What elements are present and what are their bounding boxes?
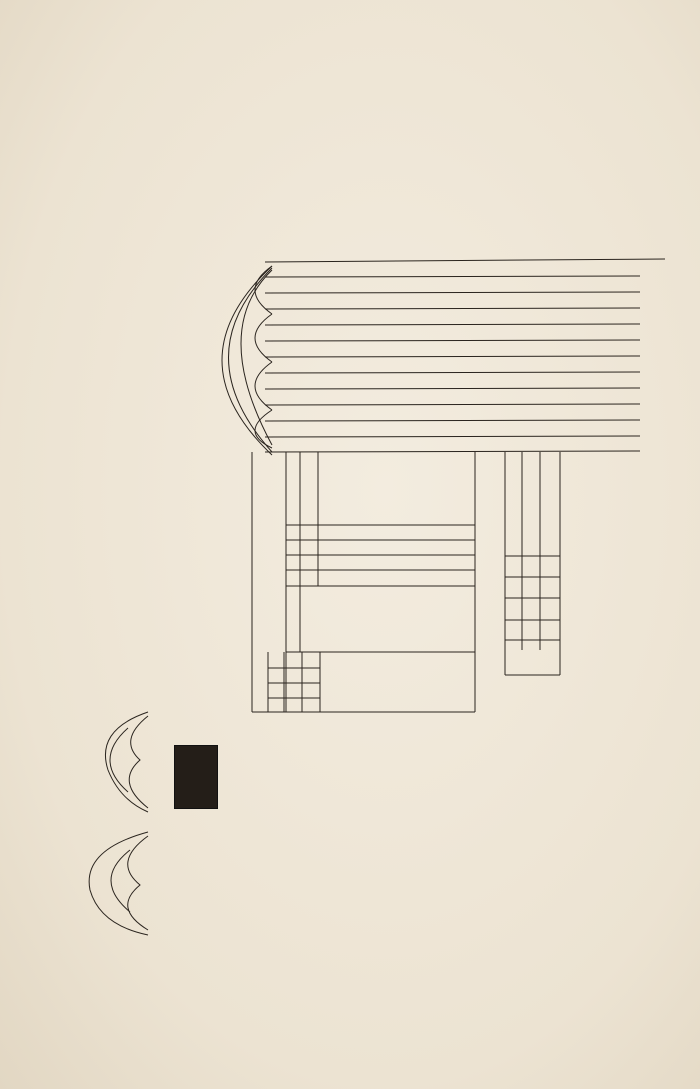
drop-cap-initial [174,745,218,809]
